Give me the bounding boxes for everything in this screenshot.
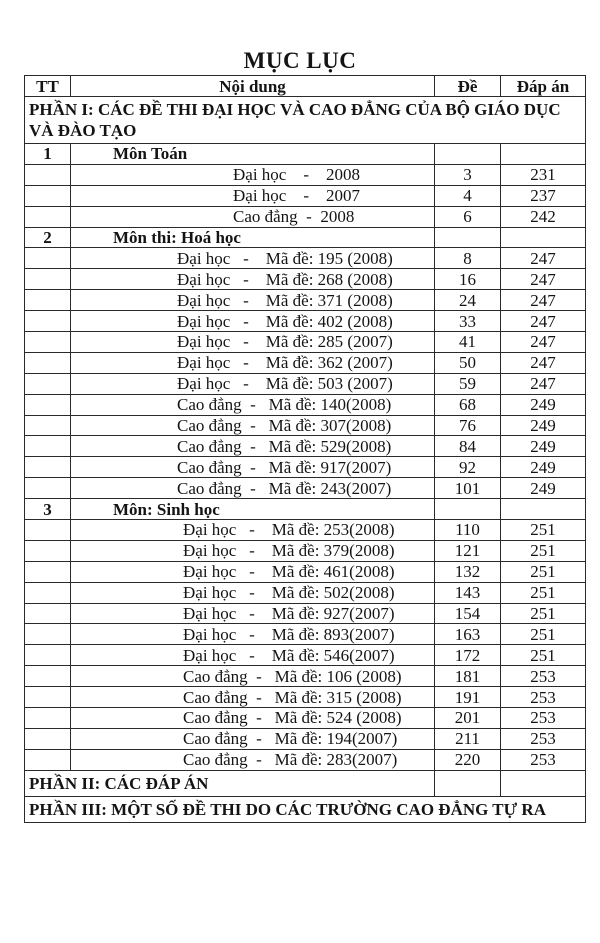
table-row xyxy=(25,708,586,729)
entry-content xyxy=(71,728,435,749)
section-answer-empty xyxy=(501,144,586,165)
entry-tt-empty xyxy=(25,582,71,603)
section-number: 2 xyxy=(25,227,71,248)
entry-answer-page: 251 xyxy=(501,540,586,561)
entry-title: Cao đẳng - 2008 xyxy=(233,207,355,227)
table-row xyxy=(25,624,586,645)
entry-answer-page: 249 xyxy=(501,394,586,415)
entry-exam-page: 101 xyxy=(435,478,501,499)
table-row xyxy=(25,248,586,269)
entry-exam-page: 4 xyxy=(435,185,501,206)
table-row xyxy=(25,603,586,624)
entry-title: Đại học - Mã đề: 362 (2007) xyxy=(177,353,393,373)
entry-tt-empty xyxy=(25,457,71,478)
entry-exam-page: 8 xyxy=(435,248,501,269)
entry-answer-page: 249 xyxy=(501,415,586,436)
entry-tt-empty xyxy=(25,206,71,227)
table-row xyxy=(25,332,586,353)
entry-content xyxy=(71,352,435,373)
entry-title: Đại học - 2007 xyxy=(233,186,361,206)
section-title: Môn: Sinh học xyxy=(71,499,435,520)
part-1-row xyxy=(25,97,586,144)
entry-answer-page: 247 xyxy=(501,311,586,332)
table-row xyxy=(25,373,586,394)
entry-exam-page: 33 xyxy=(435,311,501,332)
entry-exam-page: 41 xyxy=(435,332,501,353)
entry-tt-empty xyxy=(25,645,71,666)
table-row xyxy=(25,394,586,415)
section-title: Môn Toán xyxy=(71,144,435,165)
table-row xyxy=(25,164,586,185)
entry-title: Cao đẳng - Mã đề: 106 (2008) xyxy=(183,666,402,686)
entry-title: Đại học - Mã đề: 195 (2008) xyxy=(177,248,393,268)
entry-title: Đại học - Mã đề: 503 (2007) xyxy=(177,374,393,394)
entry-tt-empty xyxy=(25,687,71,708)
entry-content xyxy=(71,394,435,415)
table-row xyxy=(25,749,586,770)
section-number: 3 xyxy=(25,499,71,520)
entry-title: Cao đẳng - Mã đề: 307(2008) xyxy=(177,416,392,436)
entry-tt-empty xyxy=(25,749,71,770)
entry-title: Đại học - Mã đề: 371 (2008) xyxy=(177,290,393,310)
entry-content xyxy=(71,311,435,332)
entry-content xyxy=(71,603,435,624)
table-row xyxy=(25,561,586,582)
entry-exam-page: 68 xyxy=(435,394,501,415)
entry-content xyxy=(71,540,435,561)
entry-answer-page: 253 xyxy=(501,687,586,708)
entry-title: Đại học - 2008 xyxy=(233,165,361,185)
entry-content xyxy=(71,520,435,541)
entry-answer-page: 247 xyxy=(501,352,586,373)
entry-answer-page: 251 xyxy=(501,624,586,645)
entry-title: Đại học - Mã đề: 546(2007) xyxy=(183,645,395,665)
entry-tt-empty xyxy=(25,311,71,332)
part-1-heading: PHẦN I: CÁC ĐỀ THI ĐẠI HỌC VÀ CAO ĐẲNG CỦA BỘ GIÁO DỤC VÀ ĐÀO TẠO xyxy=(25,97,586,144)
entry-title: Cao đẳng - Mã đề: 529(2008) xyxy=(177,436,392,456)
entry-tt-empty xyxy=(25,373,71,394)
entry-content xyxy=(71,561,435,582)
header-row xyxy=(25,76,586,97)
entry-title: Cao đẳng - Mã đề: 524 (2008) xyxy=(183,708,402,728)
entry-answer-page: 247 xyxy=(501,248,586,269)
entry-answer-page: 237 xyxy=(501,185,586,206)
entry-tt-empty xyxy=(25,728,71,749)
header-content: Nội dung xyxy=(71,76,435,97)
part-3-row xyxy=(25,796,586,822)
entry-title: Đại học - Mã đề: 461(2008) xyxy=(183,562,395,582)
entry-exam-page: 92 xyxy=(435,457,501,478)
entry-title: Đại học - Mã đề: 285 (2007) xyxy=(177,332,393,352)
entry-tt-empty xyxy=(25,185,71,206)
entry-answer-page: 247 xyxy=(501,290,586,311)
entry-answer-page: 242 xyxy=(501,206,586,227)
entry-tt-empty xyxy=(25,624,71,645)
section-answer-empty xyxy=(501,499,586,520)
entry-content xyxy=(71,478,435,499)
entry-content xyxy=(71,373,435,394)
entry-content xyxy=(71,185,435,206)
entry-tt-empty xyxy=(25,290,71,311)
entry-exam-page: 172 xyxy=(435,645,501,666)
table-row xyxy=(25,185,586,206)
entry-exam-page: 220 xyxy=(435,749,501,770)
entry-title: Cao đẳng - Mã đề: 917(2007) xyxy=(177,457,392,477)
entry-exam-page: 84 xyxy=(435,436,501,457)
entry-content xyxy=(71,269,435,290)
entry-content xyxy=(71,582,435,603)
table-of-contents xyxy=(24,75,586,823)
table-row xyxy=(25,520,586,541)
entry-exam-page: 110 xyxy=(435,520,501,541)
entry-exam-page: 132 xyxy=(435,561,501,582)
part-3-heading: PHẦN III: MỘT SỐ ĐỀ THI DO CÁC TRƯỜNG CAO ĐẲNG TỰ RA xyxy=(25,796,586,822)
entry-tt-empty xyxy=(25,332,71,353)
entry-answer-page: 249 xyxy=(501,457,586,478)
entry-answer-page: 251 xyxy=(501,561,586,582)
entry-exam-page: 163 xyxy=(435,624,501,645)
entry-answer-page: 249 xyxy=(501,478,586,499)
part-2-exam-empty xyxy=(435,770,501,796)
table-row xyxy=(25,728,586,749)
table-row xyxy=(25,687,586,708)
entry-content xyxy=(71,415,435,436)
entry-exam-page: 76 xyxy=(435,415,501,436)
table-row xyxy=(25,311,586,332)
part-2-heading: PHẦN II: CÁC ĐÁP ÁN xyxy=(25,770,435,796)
entry-answer-page: 249 xyxy=(501,436,586,457)
table-row xyxy=(25,436,586,457)
table-row xyxy=(25,645,586,666)
entry-answer-page: 253 xyxy=(501,749,586,770)
entry-answer-page: 251 xyxy=(501,603,586,624)
entry-answer-page: 253 xyxy=(501,728,586,749)
header-exam: Đề xyxy=(435,76,501,97)
entry-content xyxy=(71,332,435,353)
entry-exam-page: 191 xyxy=(435,687,501,708)
table-row xyxy=(25,206,586,227)
entry-title: Đại học - Mã đề: 502(2008) xyxy=(183,583,395,603)
section-exam-empty xyxy=(435,227,501,248)
section-exam-empty xyxy=(435,499,501,520)
entry-content xyxy=(71,164,435,185)
entry-content xyxy=(71,248,435,269)
entry-answer-page: 253 xyxy=(501,666,586,687)
header-answer: Đáp án xyxy=(501,76,586,97)
entry-exam-page: 3 xyxy=(435,164,501,185)
entry-tt-empty xyxy=(25,520,71,541)
entry-content xyxy=(71,206,435,227)
entry-content xyxy=(71,708,435,729)
section-row xyxy=(25,499,586,520)
entry-title: Đại học - Mã đề: 927(2007) xyxy=(183,604,395,624)
entry-answer-page: 253 xyxy=(501,708,586,729)
entry-title: Đại học - Mã đề: 893(2007) xyxy=(183,624,395,644)
entry-exam-page: 59 xyxy=(435,373,501,394)
entry-tt-empty xyxy=(25,164,71,185)
entry-answer-page: 247 xyxy=(501,269,586,290)
entry-tt-empty xyxy=(25,248,71,269)
entry-tt-empty xyxy=(25,666,71,687)
toc-body xyxy=(25,76,586,823)
table-row xyxy=(25,582,586,603)
entry-tt-empty xyxy=(25,352,71,373)
table-row xyxy=(25,269,586,290)
entry-tt-empty xyxy=(25,394,71,415)
entry-title: Đại học - Mã đề: 379(2008) xyxy=(183,541,395,561)
entry-title: Cao đẳng - Mã đề: 140(2008) xyxy=(177,395,392,415)
entry-answer-page: 251 xyxy=(501,582,586,603)
entry-content xyxy=(71,645,435,666)
entry-exam-page: 181 xyxy=(435,666,501,687)
table-row xyxy=(25,540,586,561)
section-row xyxy=(25,144,586,165)
entry-exam-page: 16 xyxy=(435,269,501,290)
table-row xyxy=(25,290,586,311)
entry-title: Cao đẳng - Mã đề: 194(2007) xyxy=(183,729,398,749)
entry-tt-empty xyxy=(25,708,71,729)
page-title: MỤC LỤC xyxy=(243,48,357,73)
entry-tt-empty xyxy=(25,269,71,290)
section-number: 1 xyxy=(25,144,71,165)
section-row xyxy=(25,227,586,248)
entry-tt-empty xyxy=(25,415,71,436)
entry-exam-page: 201 xyxy=(435,708,501,729)
entry-content xyxy=(71,687,435,708)
entry-title: Cao đẳng - Mã đề: 283(2007) xyxy=(183,750,398,770)
entry-content xyxy=(71,749,435,770)
entry-title: Đại học - Mã đề: 253(2008) xyxy=(183,520,395,540)
part-2-row xyxy=(25,770,586,796)
entry-answer-page: 251 xyxy=(501,645,586,666)
entry-tt-empty xyxy=(25,540,71,561)
entry-tt-empty xyxy=(25,436,71,457)
table-row xyxy=(25,457,586,478)
entry-content xyxy=(71,624,435,645)
table-row xyxy=(25,666,586,687)
table-row xyxy=(25,352,586,373)
entry-exam-page: 6 xyxy=(435,206,501,227)
header-tt: TT xyxy=(25,76,71,97)
section-exam-empty xyxy=(435,144,501,165)
entry-content xyxy=(71,457,435,478)
table-row xyxy=(25,415,586,436)
entry-answer-page: 247 xyxy=(501,332,586,353)
entry-title: Cao đẳng - Mã đề: 243(2007) xyxy=(177,478,392,498)
section-title: Môn thi: Hoá học xyxy=(71,227,435,248)
entry-content xyxy=(71,290,435,311)
entry-answer-page: 247 xyxy=(501,373,586,394)
entry-title: Cao đẳng - Mã đề: 315 (2008) xyxy=(183,687,402,707)
entry-title: Đại học - Mã đề: 402 (2008) xyxy=(177,311,393,331)
entry-tt-empty xyxy=(25,603,71,624)
entry-exam-page: 121 xyxy=(435,540,501,561)
part-2-answer-empty xyxy=(501,770,586,796)
section-answer-empty xyxy=(501,227,586,248)
entry-answer-page: 251 xyxy=(501,520,586,541)
entry-title: Đại học - Mã đề: 268 (2008) xyxy=(177,269,393,289)
entry-exam-page: 154 xyxy=(435,603,501,624)
entry-exam-page: 211 xyxy=(435,728,501,749)
entry-tt-empty xyxy=(25,561,71,582)
entry-content xyxy=(71,666,435,687)
entry-answer-page: 231 xyxy=(501,164,586,185)
entry-tt-empty xyxy=(25,478,71,499)
entry-exam-page: 24 xyxy=(435,290,501,311)
table-row xyxy=(25,478,586,499)
entry-content xyxy=(71,436,435,457)
entry-exam-page: 143 xyxy=(435,582,501,603)
entry-exam-page: 50 xyxy=(435,352,501,373)
